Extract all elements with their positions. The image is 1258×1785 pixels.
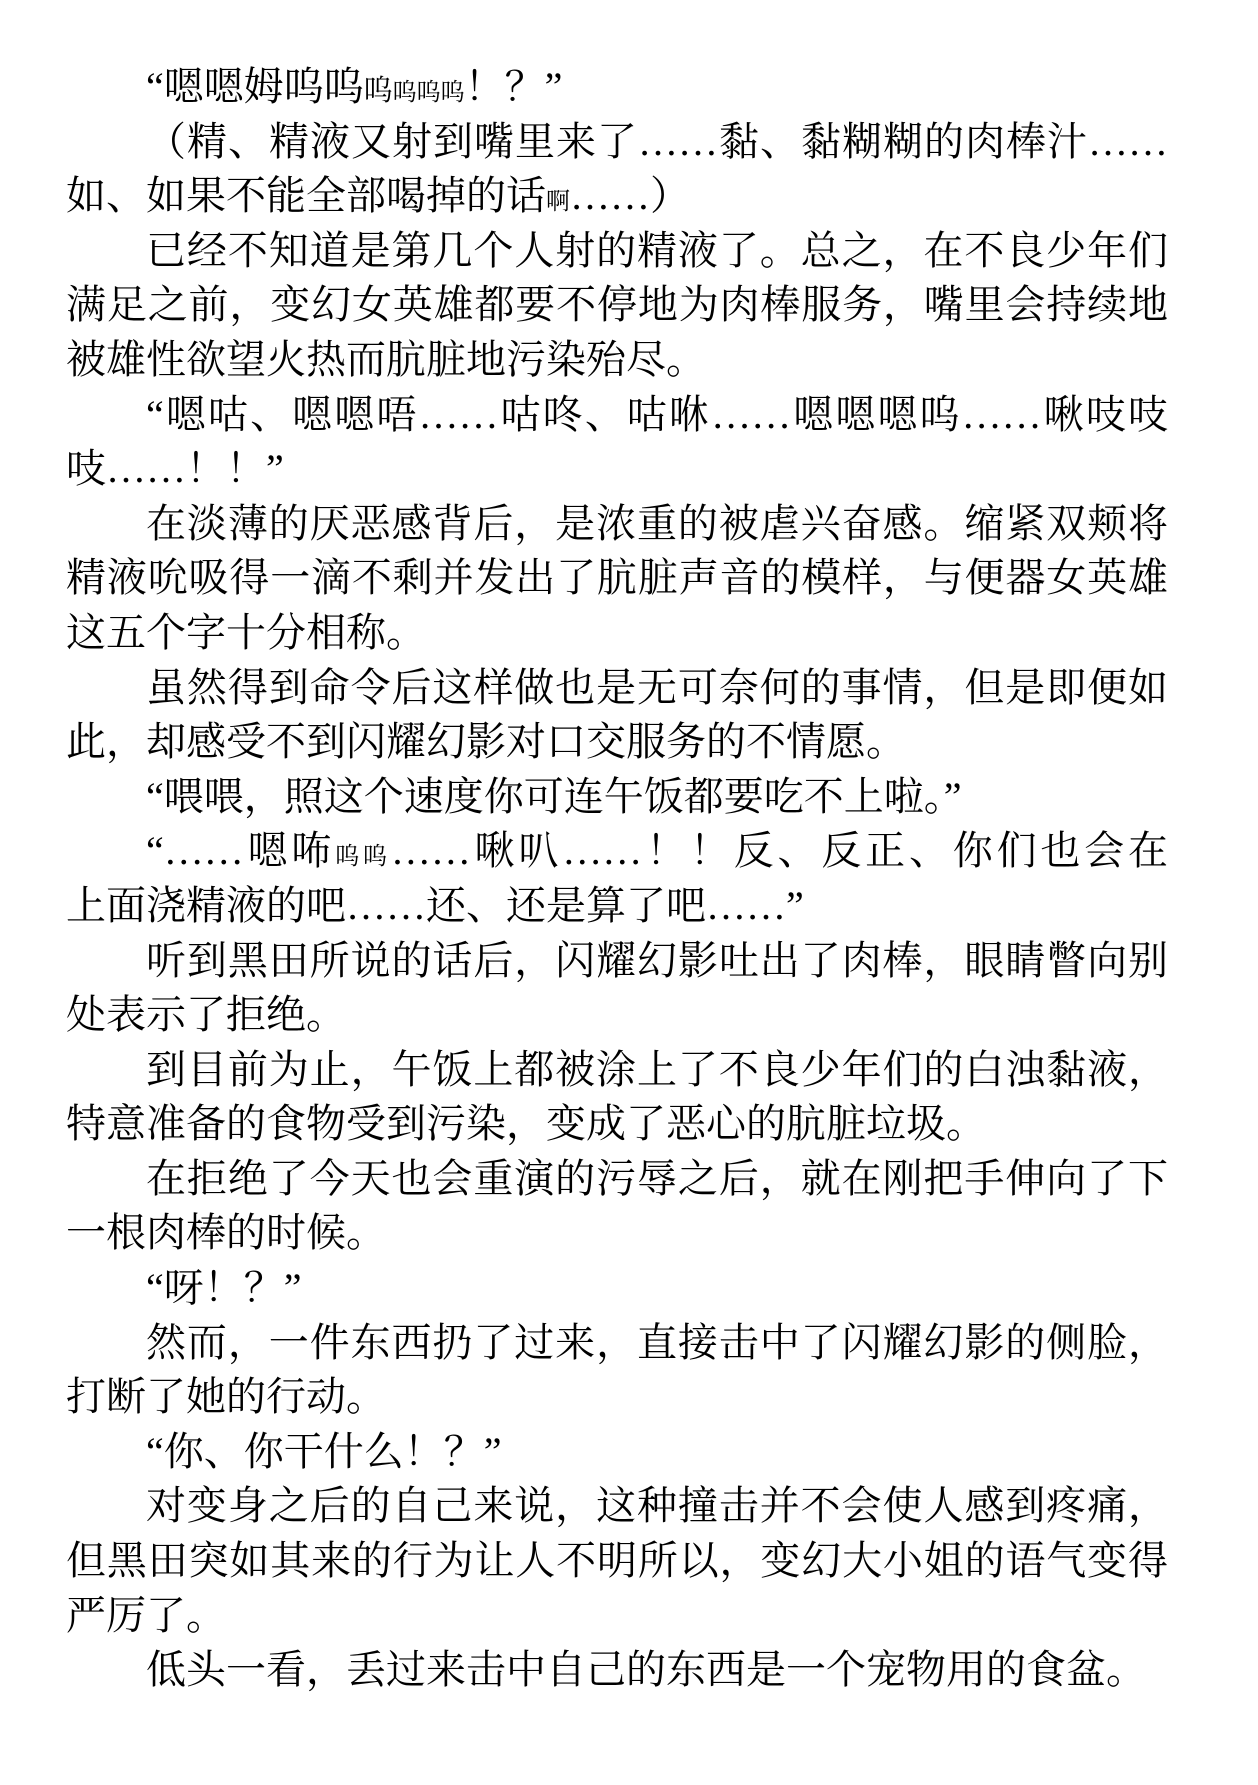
text-line <box>66 1261 1168 1316</box>
paragraph <box>66 1479 1168 1643</box>
text-line <box>66 1043 1168 1098</box>
text-line <box>66 879 1168 934</box>
text-line <box>66 824 1168 879</box>
page-text <box>66 60 1168 1698</box>
text-segment: 低头一看，丢过来击中自己的东西是一个宠物用的食盆。 <box>146 1647 1146 1693</box>
paragraph <box>66 1261 1168 1316</box>
text-segment: “你、你干什么！？” <box>146 1428 502 1474</box>
text-segment: 被雄性欲望火热而肮脏地污染殆尽。 <box>66 336 706 382</box>
text-line <box>66 1643 1168 1698</box>
text-segment: “嗯嗯姆呜呜 <box>146 64 364 109</box>
text-segment: 然而，一件东西扔了过来，直接击中了闪耀幻影的侧脸， <box>146 1319 1168 1365</box>
text-segment: 已经不知道是第几个人射的精液了。总之，在不良少年们 <box>146 227 1168 273</box>
text-segment: 满足之前，变幻女英雄都要不停地为肉棒服务，嘴里会持续地 <box>66 282 1168 328</box>
text-line <box>66 1316 1168 1371</box>
text-line <box>66 551 1168 606</box>
text-segment: 呜呜呜 <box>392 80 465 106</box>
text-segment: 吱……！！” <box>66 446 284 492</box>
text-segment: ！？” <box>464 64 563 109</box>
paragraph <box>66 115 1168 224</box>
text-line <box>66 606 1168 661</box>
text-segment: 在拒绝了今天也会重演的污辱之后，就在刚把手伸向了下 <box>146 1155 1168 1201</box>
text-segment: 处表示了拒绝。 <box>66 992 346 1038</box>
text-segment: 此，却感受不到闪耀幻影对口交服务的不情愿。 <box>66 719 906 765</box>
text-segment: 呜呜 <box>335 844 391 871</box>
paragraph <box>66 1425 1168 1480</box>
text-line <box>66 715 1168 770</box>
text-line <box>66 661 1168 716</box>
text-segment: “嗯咕、嗯嗯唔……咕咚、咕咻……嗯嗯嗯呜……啾吱吱 <box>146 391 1168 437</box>
paragraph <box>66 388 1168 497</box>
paragraph <box>66 224 1168 388</box>
paragraph <box>66 1643 1168 1698</box>
text-segment: 这五个字十分相称。 <box>66 609 426 655</box>
paragraph <box>66 1316 1168 1425</box>
text-segment: 虽然得到命令后这样做也是无可奈何的事情，但是即便如 <box>146 664 1168 710</box>
text-segment: 在淡薄的厌恶感背后，是浓重的被虐兴奋感。缩紧双颊将 <box>146 500 1168 546</box>
text-line <box>66 388 1168 443</box>
text-segment: 精液吮吸得一滴不剩并发出了肮脏声音的模样，与便器女英雄 <box>66 555 1168 601</box>
text-line <box>66 1479 1168 1534</box>
text-line <box>66 224 1168 279</box>
text-line <box>66 770 1168 825</box>
text-segment: “……嗯咘 <box>146 828 336 874</box>
text-segment: 呜 <box>363 75 393 107</box>
text-segment: ……啾叭……！！反、反正、你们也会在 <box>390 828 1169 874</box>
text-segment: 上面浇精液的吧……还、还是算了吧……” <box>66 882 804 928</box>
text-segment: 到目前为止，午饭上都被涂上了不良少年们的白浊黏液， <box>146 1046 1168 1092</box>
text-line <box>66 1206 1168 1261</box>
paragraph <box>66 60 1168 115</box>
text-line <box>66 115 1168 170</box>
text-line <box>66 988 1168 1043</box>
text-line <box>66 1370 1168 1425</box>
text-line <box>66 1152 1168 1207</box>
paragraph <box>66 824 1168 933</box>
text-segment: 特意准备的食物受到污染，变成了恶心的肮脏垃圾。 <box>66 1101 986 1147</box>
text-line <box>66 1589 1168 1644</box>
text-segment: 如、如果不能全部喝掉的话 <box>66 173 546 219</box>
text-segment: “呀！？” <box>146 1265 302 1311</box>
text-line <box>66 278 1168 333</box>
text-line <box>66 169 1168 224</box>
text-segment: 但黑田突如其来的行为让人不明所以，变幻大小姐的语气变得 <box>66 1538 1168 1584</box>
text-line <box>66 1097 1168 1152</box>
paragraph <box>66 934 1168 1043</box>
paragraph <box>66 770 1168 825</box>
text-segment: （精、精液又射到嘴里来了……黏、黏糊糊的肉棒汁…… <box>146 118 1168 164</box>
text-segment: ……） <box>570 173 690 219</box>
text-segment: 一根肉棒的时候。 <box>66 1210 386 1256</box>
paragraph <box>66 497 1168 661</box>
paragraph <box>66 1152 1168 1261</box>
text-line <box>66 442 1168 497</box>
text-line <box>66 60 1168 115</box>
text-segment: 听到黑田所说的话后，闪耀幻影吐出了肉棒，眼睛瞥向别 <box>146 937 1168 983</box>
text-segment: 对变身之后的自己来说，这种撞击并不会使人感到疼痛， <box>146 1483 1168 1529</box>
paragraph <box>66 1043 1168 1152</box>
text-line <box>66 497 1168 552</box>
text-segment: 啊 <box>546 189 570 216</box>
text-segment: 严厉了。 <box>66 1592 226 1638</box>
paragraph <box>66 661 1168 770</box>
text-segment: 打断了她的行动。 <box>66 1374 386 1420</box>
text-line <box>66 333 1168 388</box>
text-segment: “喂喂，照这个速度你可连午饭都要吃不上啦。” <box>146 773 962 819</box>
text-line <box>66 1534 1168 1589</box>
text-line <box>66 1425 1168 1480</box>
text-line <box>66 934 1168 989</box>
